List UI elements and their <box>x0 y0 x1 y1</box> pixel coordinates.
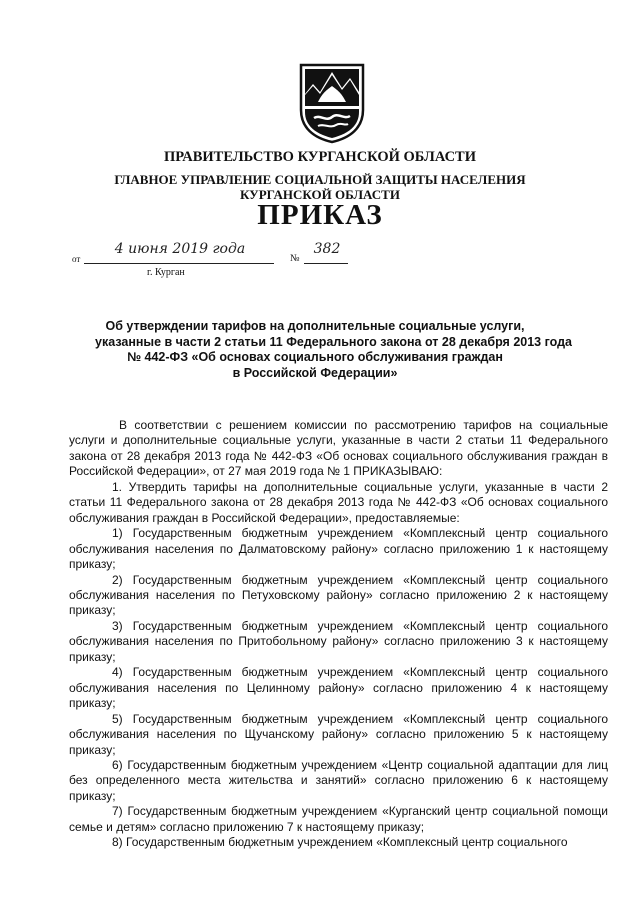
subitem-paragraph: 3) Государственным бюджетным учреждением «Комплексный центр социального обслуживания населения по Притобольному району» согласно приложению 3 к настоящему приказу; <box>69 618 608 664</box>
kurgan-coat-of-arms-icon <box>296 62 368 144</box>
subitem-paragraph: 6) Государственным бюджетным учреждением «Центр социальной адаптации для лиц без определенного места жительства и занятий» согласно приложению 6 к настоящему приказу; <box>69 757 608 803</box>
date-underline <box>84 263 274 264</box>
subitem-paragraph: 4) Государственным бюджетным учреждением «Комплексный центр социального обслуживания населения по Целинному району» согласно приложению 4 к настоящему приказу; <box>69 665 608 711</box>
number-underline <box>304 263 348 264</box>
handwritten-number: 382 <box>313 241 341 257</box>
order-body <box>69 418 608 851</box>
order-subject <box>95 319 572 381</box>
item-1-paragraph: 1. Утвердить тарифы на дополнительные социальные услуги, указанные в части 2 статьи 11 Федерального закона от 28 декабря 2013 года № 442-ФЗ «Об основах социального обслуживания граждан в Российской Федерации», предоставляемые: <box>69 479 608 525</box>
document-type-title: ПРИКАЗ <box>257 199 383 231</box>
org-name-line2: ГЛАВНОЕ УПРАВЛЕНИЕ СОЦИАЛЬНОЙ ЗАЩИТЫ НАСЕЛЕНИЯ <box>114 172 526 187</box>
intro-paragraph: В соответствии с решением комиссии по рассмотрению тарифов на социальные услуги и дополнительные социальные услуги, указанные в части 2 статьи 11 Федерального закона от 28 декабря 2013 года № 442-ФЗ «Об основах социального обслуживания граждан в Российской Федерации», от 27 мая 2019 года № 1 ПРИКАЗЫВАЮ: <box>69 418 608 479</box>
handwritten-date: 4 июня 2019 года <box>114 241 246 257</box>
city: г. Курган <box>147 267 185 278</box>
subitem-paragraph: 2) Государственным бюджетным учреждением «Комплексный центр социального обслуживания населения по Петуховскому району» согласно приложению 2 к настоящему приказу; <box>69 572 608 618</box>
subject-line: в Российской Федерации» <box>232 365 398 380</box>
subject-line: № 442-ФЗ «Об основах социального обслуживания граждан <box>127 350 503 364</box>
number-prefix: № <box>290 253 300 264</box>
org-name-line3: КУРГАНСКОЙ ОБЛАСТИ <box>240 187 400 202</box>
subitem-paragraph: 8) Государственным бюджетным учреждением «Комплексный центр социального <box>112 835 568 850</box>
subject-line: указанные в части 2 статьи 11 Федерального закона от 28 декабря 2013 года <box>95 334 572 349</box>
subject-line: Об утверждении тарифов на дополнительные социальные услуги, <box>105 319 525 333</box>
subitem-paragraph: 5) Государственным бюджетным учреждением «Комплексный центр социального обслуживания населения по Щучанскому району» согласно приложению 5 к настоящему приказу; <box>69 711 608 757</box>
date-prefix: от <box>72 254 81 264</box>
subitem-paragraph: 7) Государственным бюджетным учреждением «Курганский центр социальной помощи семье и детям» согласно приложению 7 к настоящему приказу; <box>69 804 608 834</box>
subitem-paragraph: 1) Государственным бюджетным учреждением «Комплексный центр социального обслуживания населения по Далматовскому району» согласно приложению 1 к настоящему приказу; <box>69 526 608 572</box>
org-name-line1: ПРАВИТЕЛЬСТВО КУРГАНСКОЙ ОБЛАСТИ <box>163 149 476 165</box>
